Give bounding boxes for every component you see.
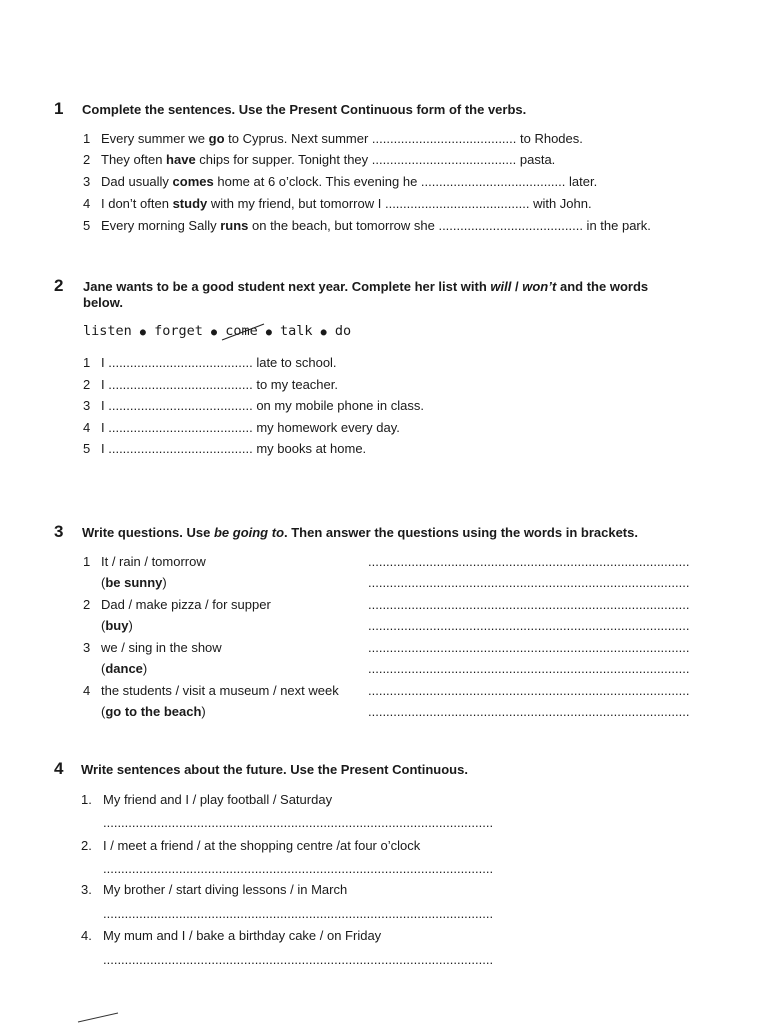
ex1-item-3: 3 Dad usually comes home at 6 o’clock. This evening he ........................................ later. <box>83 174 598 189</box>
word-crossed-out: come <box>225 323 258 339</box>
item-number: 3 <box>83 398 91 413</box>
question-blank[interactable]: ......................................................................................... <box>368 683 690 698</box>
answer-blank[interactable]: ......................................................................................... <box>368 661 690 676</box>
word: do <box>334 323 352 339</box>
item-number: 2 <box>83 377 91 392</box>
ex3-item-2-answer-cue: (buy) <box>101 618 133 633</box>
ex3-item-4-prompt: 4 the students / visit a museum / next week <box>83 683 339 698</box>
answer-blank[interactable]: ........................................ <box>108 420 253 435</box>
ex3-item-3-answer-cue: (dance) <box>101 661 148 676</box>
answer-blank[interactable]: ............................................................................................................ <box>103 906 494 921</box>
answer-blank[interactable]: ......................................................................................... <box>368 575 690 590</box>
ex3-item-4-answer-cue: (go to the beach) <box>101 704 206 719</box>
ex2-item-2: 2 I ........................................ to my teacher. <box>83 377 338 392</box>
ex2-item-1: 1 I ........................................ late to school. <box>83 355 337 370</box>
ex1-item-5: 5 Every morning Sally runs on the beach, but tomorrow she ........................................ in the park. <box>83 218 651 233</box>
item-number: 5 <box>83 441 91 456</box>
verb: study <box>172 196 208 211</box>
ex1-item-4: 4 I don’t often study with my friend, but tomorrow I ........................................ with John. <box>83 196 592 211</box>
ex3-item-1-prompt: 1 It / rain / tomorrow <box>83 554 206 569</box>
exercise-3-number: 3 <box>54 522 64 541</box>
exercise-2-instruction-line2: below. <box>83 295 123 310</box>
verb: go <box>208 131 225 146</box>
verb: runs <box>220 218 249 233</box>
exercise-3-instruction: Write questions. Use be going to. Then answer the questions using the words in brackets. <box>82 525 638 540</box>
answer-blank[interactable]: ............................................................................................................ <box>103 861 494 876</box>
item-number: 5 <box>83 218 91 233</box>
question-blank[interactable]: ......................................................................................... <box>368 597 690 612</box>
exercise-2-instruction: Jane wants to be a good student next year. Complete her list with will / won’t and the words <box>83 279 649 294</box>
ex4-item-2: 2. I / meet a friend / at the shopping centre /at four o’clock <box>81 838 421 853</box>
word: talk <box>280 323 313 339</box>
exercise-2-number: 2 <box>54 276 64 295</box>
bullet: ● <box>320 327 327 338</box>
item-number: 4 <box>83 196 91 211</box>
item-number: 3 <box>83 174 91 189</box>
ex4-item-4: 4. My mum and I / bake a birthday cake / on Friday <box>81 928 382 943</box>
word: listen <box>83 323 132 339</box>
answer-blank[interactable]: ........................................ <box>420 174 566 189</box>
answer-blank[interactable]: ........................................ <box>371 152 517 167</box>
exercise-4-instruction: Write sentences about the future. Use the Present Continuous. <box>81 762 468 777</box>
answer-blank[interactable]: ........................................ <box>108 377 253 392</box>
answer-blank[interactable]: ......................................................................................... <box>368 704 690 719</box>
exercise-4-number: 4 <box>54 759 64 778</box>
word: forget <box>154 323 203 339</box>
answer-blank[interactable]: ............................................................................................................ <box>103 952 494 967</box>
exercise-1-instruction: Complete the sentences. Use the Present Continuous form of the verbs. <box>82 102 527 117</box>
answer-blank[interactable]: ........................................ <box>384 196 530 211</box>
ex4-item-3: 3. My brother / start diving lessons / in March <box>81 882 348 897</box>
item-number: 4 <box>83 420 91 435</box>
word-box <box>83 323 351 339</box>
item-number: 2 <box>83 152 91 167</box>
strikethrough-mark <box>220 322 268 344</box>
answer-blank[interactable]: ........................................ <box>108 441 253 456</box>
ex2-item-3: 3 I ........................................ on my mobile phone in class. <box>83 398 424 413</box>
answer-blank[interactable]: ......................................................................................... <box>368 618 690 633</box>
ex1-item-2: 2 They often have chips for supper. Tonight they ........................................ pasta. <box>83 152 556 167</box>
answer-blank[interactable]: ........................................ <box>108 355 253 370</box>
answer-blank[interactable]: ........................................ <box>108 398 253 413</box>
question-blank[interactable]: ......................................................................................... <box>368 640 690 655</box>
ex1-item-1: 1 Every summer we go to Cyprus. Next summer ........................................ to Rhodes. <box>83 131 583 146</box>
answer-blank[interactable]: ............................................................................................................ <box>103 815 494 830</box>
question-blank[interactable]: ......................................................................................... <box>368 554 690 569</box>
verb: have <box>166 152 196 167</box>
ex2-item-4: 4 I ........................................ my homework every day. <box>83 420 400 435</box>
item-number: 1 <box>83 355 91 370</box>
ex3-item-3-prompt: 3 we / sing in the show <box>83 640 222 655</box>
item-number: 1 <box>83 131 91 146</box>
ex3-item-2-prompt: 2 Dad / make pizza / for supper <box>83 597 271 612</box>
bullet: ● <box>265 327 272 338</box>
pen-stroke-mark <box>76 1010 122 1024</box>
bullet: ● <box>139 327 146 338</box>
answer-blank[interactable]: ........................................ <box>371 131 517 146</box>
verb: comes <box>172 174 214 189</box>
ex3-item-1-answer-cue: (be sunny) <box>101 575 167 590</box>
bullet: ● <box>211 327 218 338</box>
ex2-item-5: 5 I ........................................ my books at home. <box>83 441 367 456</box>
exercise-1-number: 1 <box>54 99 64 118</box>
answer-blank[interactable]: ........................................ <box>438 218 583 233</box>
ex4-item-1: 1. My friend and I / play football / Saturday <box>81 792 333 807</box>
